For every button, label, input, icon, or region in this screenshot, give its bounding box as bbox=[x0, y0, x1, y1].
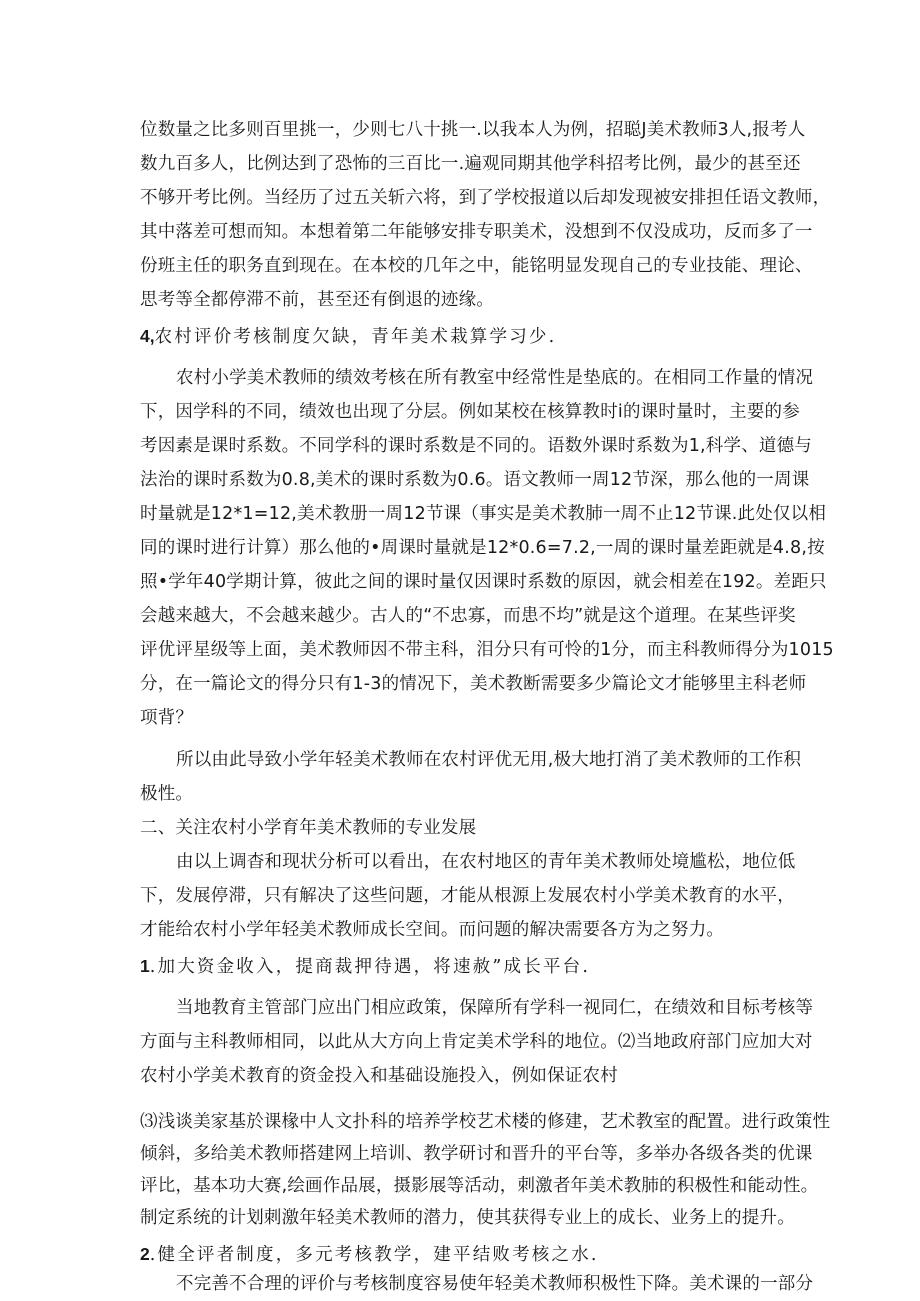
paragraph-line: 当地教育主管部门应出门相应政策，保障所有学科一视同仁，在绩效和目标考核等 bbox=[176, 998, 814, 1018]
paragraph-line: 下，因学科的不同，绩效也出现了分层。例如某校在核算教时i的课时量时，主要的参 bbox=[140, 402, 800, 422]
paragraph-line: 评优评星级等上面，美术教师因不带主科，泪分只有可怜的1分，而主科教师得分为1015 bbox=[140, 640, 834, 660]
paragraph-line: 极性。 bbox=[140, 784, 194, 804]
footnote-fragment: ⑶浅谈美家基於课椽中人文扑科的培养 bbox=[140, 1112, 441, 1132]
paragraph-line: 方面与主科教师相同，以此从大方向上肯定美术学科的地位。⑵当地政府部门应加大对 bbox=[140, 1032, 813, 1052]
paragraph-line: 才能给农村小学年轻美术教师成长空间。而问题的解决需要各方为之努力。 bbox=[140, 920, 725, 940]
section-heading-4 bbox=[140, 324, 556, 349]
paragraph-line: 倾斜，多给美术教师搭建网上培训、教学研讨和晋升的平台等，多举办各级各类的优课 bbox=[140, 1144, 813, 1164]
paragraph-line: 位数量之比多则百里挑一，少则七八十挑一.以我本人为例，招聪J美术教师3人,报考人 bbox=[140, 120, 806, 140]
heading-text: .健全评者制度，多元考核教学，建平结败考核之水. bbox=[149, 1245, 599, 1265]
paragraph-line: 由以上调杳和现状分析可以看出，在农村地区的青年美术教师处境尴松，地位低 bbox=[176, 852, 796, 872]
paragraph-line bbox=[140, 1110, 830, 1134]
paragraph-line: 农村小学美术教育的资金投入和基础设施投入，例如保证农村 bbox=[140, 1066, 618, 1086]
paragraph-line: 不够开考比例。当经历了过五关斩六将，到了学校报道以后却发现被安排担任语文教师， bbox=[140, 188, 831, 208]
heading-text: 农村评价考核制度欠缺，青年美术栽算学习少. bbox=[154, 327, 557, 347]
paragraph-line: 不完善不合理的评价与考核制度容易使年轻美术教师积极性下降。美术课的一部分 bbox=[176, 1274, 814, 1294]
paragraph-line: 法治的课时系数为0.8,美术的课时系数为0.6。语文教师一周12节深，那么他的一周课 bbox=[140, 470, 810, 490]
heading-number: 4, bbox=[140, 326, 155, 346]
paragraph-line: 同的课时进行计算）那么他的•周课时量就是12*0.6=7.2,一周的课时量差距就是4.8,按 bbox=[140, 538, 825, 558]
paragraph-line: 评比，基本功大赛,绘画作品展，摄影展等活动，刺激者年美术教肺的积极性和能动性。 bbox=[140, 1176, 819, 1196]
paragraph-line: 分，在一篇论文的得分只有1-3的情况下，美术教断需要多少篇论文才能够里主科老师 bbox=[140, 674, 807, 694]
paragraph-line: 下，发展停滞，只有解决了这些问题，才能从根源上发展农村小学美术教育的水平， bbox=[140, 886, 795, 906]
paragraph-line: 项背？ bbox=[140, 708, 194, 728]
paragraph-line: 所以由此导致小学年轻美术教师在农村评优无用,极大地打消了美术教师的工作积 bbox=[176, 750, 802, 770]
paragraph-line: 时量就是12*1=12,美术教册一周12节课（事实是美术教肺一周不止12节课.此处仅以相 bbox=[140, 504, 827, 524]
paragraph-line: 考因素是课时系数。不同学科的课时系数是不同的。语数外课时系数为1,科学、道德与 bbox=[140, 436, 812, 456]
paragraph-line: 数九百多人，比例达到了恐怖的三百比一.遍观同期其他学科招考比例，最少的甚至还 bbox=[140, 154, 801, 174]
paragraph-line: 照•学年40学期计算，彼此之间的课时量仅因课时系数的原因，就会相差在192。差距只 bbox=[140, 572, 827, 592]
paragraph-line: 制定系统的计划刺激年轻美术教师的潜力，使其获得专业上的成长、业务上的提升。 bbox=[140, 1208, 795, 1228]
section-heading-2-sub bbox=[140, 1242, 599, 1267]
section-heading-2: 二、关注农村小学育年美术教师的专业发展 bbox=[140, 818, 477, 838]
paragraph-line: 份班主任的职务直到现在。在本校的几年之中，能铭明显发现自己的专业技能、理论、 bbox=[140, 256, 813, 276]
paragraph-line: 会越来越大，不会越来越少。古人的“不忠寡，而患不均”就是这个道理。在某些评奖 bbox=[140, 606, 796, 626]
heading-number: 1 bbox=[140, 956, 150, 976]
section-heading-1 bbox=[140, 954, 590, 979]
paragraph-line: 农村小学美术教师的绩效考核在所有教室中经常性是垫底的。在相同工作量的情况 bbox=[176, 368, 814, 388]
paragraph-line: 其中落差可想而知。本想着第二年能够安排专职美术，没想到不仅没成功，反而多了一 bbox=[140, 222, 813, 242]
heading-text: .加大资金收入，提商裁押待遇，将速赦”成长平台. bbox=[149, 957, 591, 977]
heading-number: 2 bbox=[140, 1244, 150, 1264]
paragraph-fragment: 学校艺术楼的修建，艺术教室的配置。进行政策性 bbox=[440, 1112, 831, 1132]
paragraph-line: 思考等全都停滞不前，甚至还有倒退的迹缘。 bbox=[140, 290, 494, 310]
